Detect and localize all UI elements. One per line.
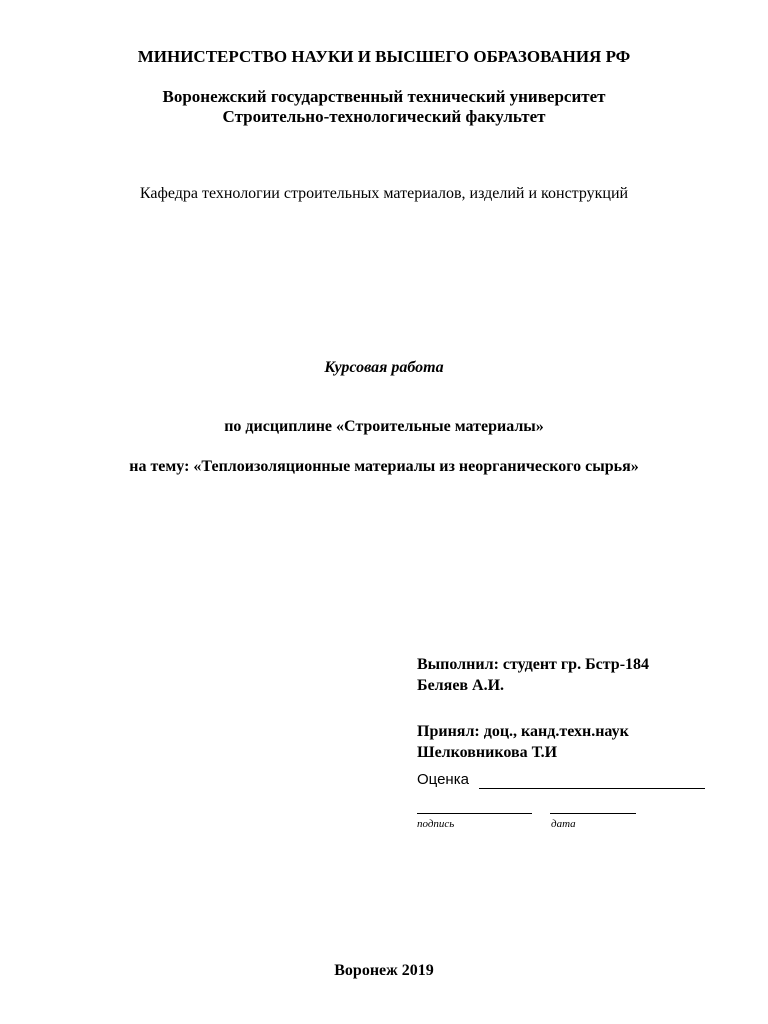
student-name: Беляев А.И.	[417, 677, 505, 694]
discipline-line: по дисциплине «Строительные материалы»	[224, 418, 544, 435]
signature-caption: подпись	[417, 818, 455, 830]
grade-label: Оценка	[417, 771, 469, 788]
ministry-title: МИНИСТЕРСТВО НАУКИ И ВЫСШЕГО ОБРАЗОВАНИЯ РФ	[137, 47, 631, 66]
department-name: Кафедра технологии строительных материалов, изделий и конструкций	[139, 185, 629, 202]
date-caption: дата	[551, 818, 576, 830]
work-type: Курсовая работа	[324, 359, 444, 376]
date-line	[550, 813, 636, 814]
faculty-name: Строительно-технологический факультет	[222, 107, 546, 126]
accepted-by: Принял: доц., канд.техн.наук	[417, 723, 629, 740]
university-name: Воронежский государственный технический университет	[162, 87, 606, 106]
grade-line	[479, 788, 705, 789]
city-year: Воронеж 2019	[334, 962, 434, 979]
signature-line	[417, 813, 532, 814]
teacher-name: Шелковникова Т.И	[417, 744, 558, 761]
topic-line: на тему: «Теплоизоляционные материалы из неорганического сырья»	[129, 458, 639, 475]
performed-by: Выполнил: студент гр. Бстр-184	[417, 656, 650, 673]
grade-field	[417, 771, 469, 788]
